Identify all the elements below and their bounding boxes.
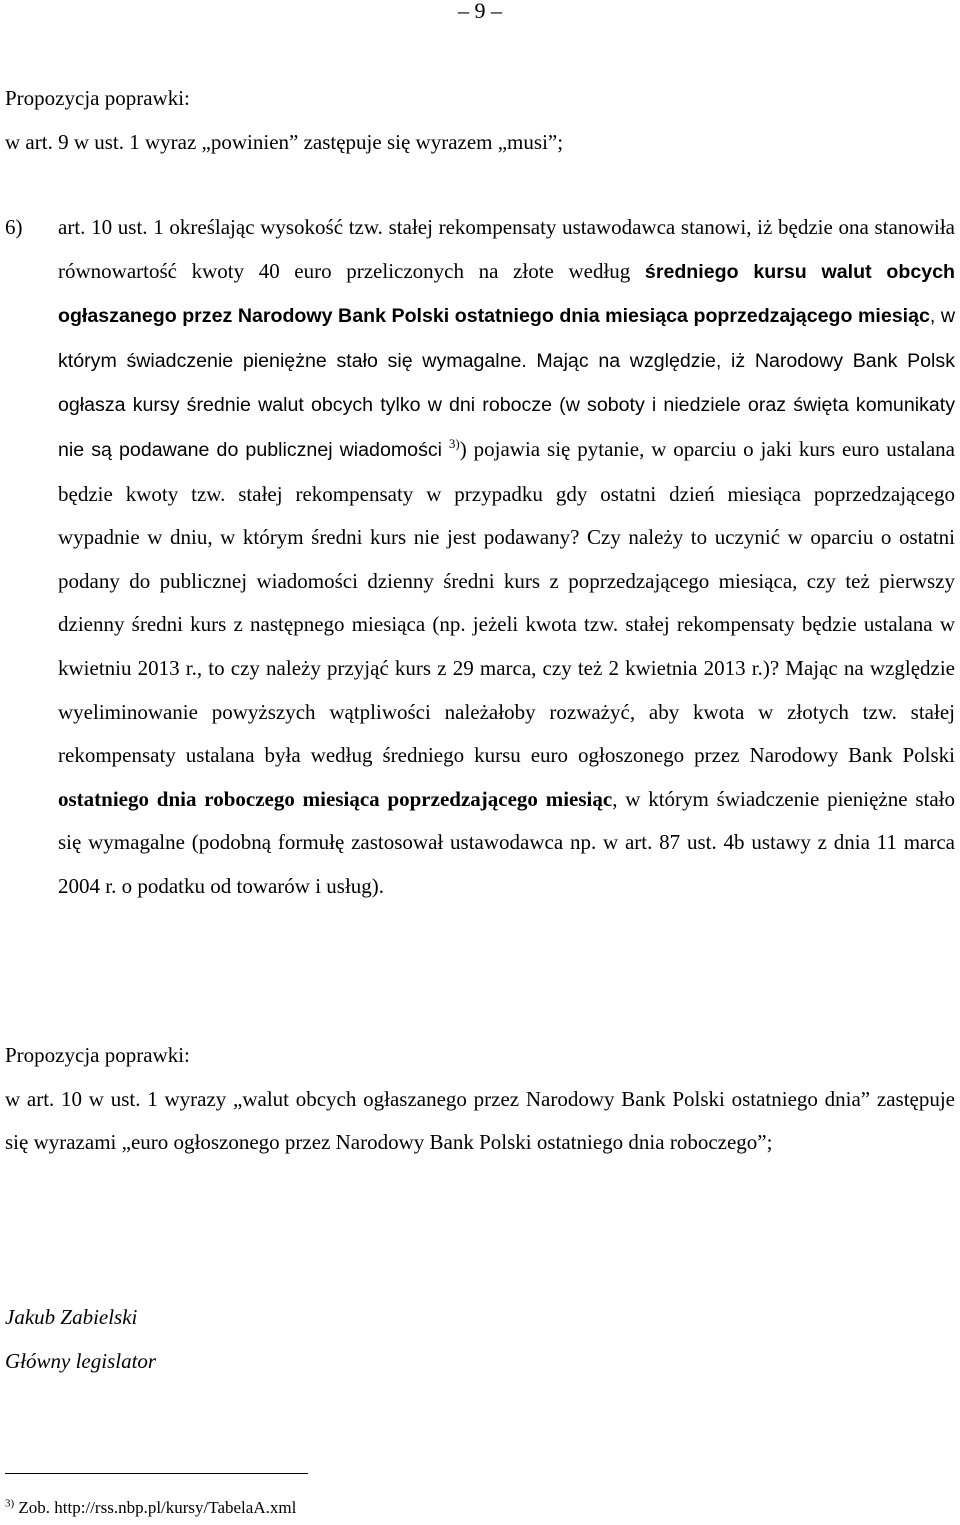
item-rest-text: ) pojawia się pytanie, w oparciu o jaki kurs euro ustalana będzie kwoty tzw. stałej rekompensaty w przypadku gdy ostatni dzień miesiąca poprzedzającego wypadnie w dniu, w którym średni kurs nie jest podawany? Czy należy to uczynić w oparciu o ostatni podany do publicznej wiadomości dzienny średni kurs z poprzedzającego miesiąca, czy też pierwszy dzienny średni kurs z następnego miesiąca (np. jeżeli kwota tzw. stałej rekompensaty będzie ustalana w kwietniu 2013 r., to czy należy przyjąć kurs z 29 marca, czy też 2 kwietnia 2013 r.)? Mając na względzie wyeliminowanie powyższych wątpliwości należałoby rozważyć, aby kwota w złotych tzw. stałej rekompensaty ustalana była według średniego kursu euro ogłoszonego przez Narodowy Bank Polski (58, 436, 955, 768)
list-item-6 (5, 206, 955, 909)
proposal-title: Propozycja poprawki: (5, 86, 190, 110)
footnote (5, 1497, 296, 1519)
item-bold-phrase-2: ostatniego dnia roboczego miesiąca poprzedzającego miesiąc (58, 786, 613, 811)
footnote-text: Zob. http://rss.nbp.pl/kursy/TabelaA.xml (14, 1498, 297, 1517)
signature-name: Jakub Zabielski (5, 1305, 138, 1329)
footnote-marker: 3) (5, 1497, 15, 1510)
proposal-text: w art. 9 w ust. 1 wyraz „powinien” zastępuje się wyrazem „musi”; (5, 129, 564, 154)
list-item-body (58, 206, 955, 909)
signature-block (5, 1296, 156, 1383)
item-sans-text: , w którym świadczenie pieniężne stało się wymagalne. (58, 305, 955, 372)
footnote-reference: 3) (448, 435, 460, 451)
item-intro: art. 10 ust. 1 określając wysokość tzw. stałej rekompensaty ustawodawca stanowi, iż będzie ona stanowiła równowartość kwoty 40 euro przeliczonych na złote według (58, 215, 955, 283)
item-end-text: , w którym świadczenie pieniężne stało się wymagalne (podobną formułę zastosował ustawodawca np. w art. 87 ust. 4b ustawy z dnia 11 marca 2004 r. o podatku od towarów i usług). (58, 786, 955, 898)
item-mid-text: Mając na względzie, iż Narodowy Bank Polsk ogłasza kursy średnie walut obcych tylko w dni robocze (w soboty i niedziele oraz święta komunikaty nie są podawane do publicznej wiadomości (58, 349, 955, 461)
signature-role: Główny legislator (5, 1348, 157, 1373)
proposal-block-1 (5, 77, 955, 164)
footnote-divider (5, 1473, 308, 1474)
proposal-text: w art. 10 w ust. 1 wyrazy „walut obcych ogłaszanego przez Narodowy Bank Polski ostatniego dnia” zastępuje się wyrazami „euro ogłoszonego przez Narodowy Bank Polski ostatniego dnia roboczego”; (5, 1086, 955, 1155)
list-item-number: 6) (5, 215, 23, 239)
proposal-block-2 (5, 1034, 955, 1165)
item-bold-phrase-1: średniego kursu walut obcych ogłaszanego przez Narodowy Bank Polski ostatniego dnia miesiąca poprzedzającego miesiąc (58, 260, 956, 328)
proposal-title: Propozycja poprawki: (5, 1043, 190, 1067)
page-number: – 9 – (458, 0, 502, 23)
